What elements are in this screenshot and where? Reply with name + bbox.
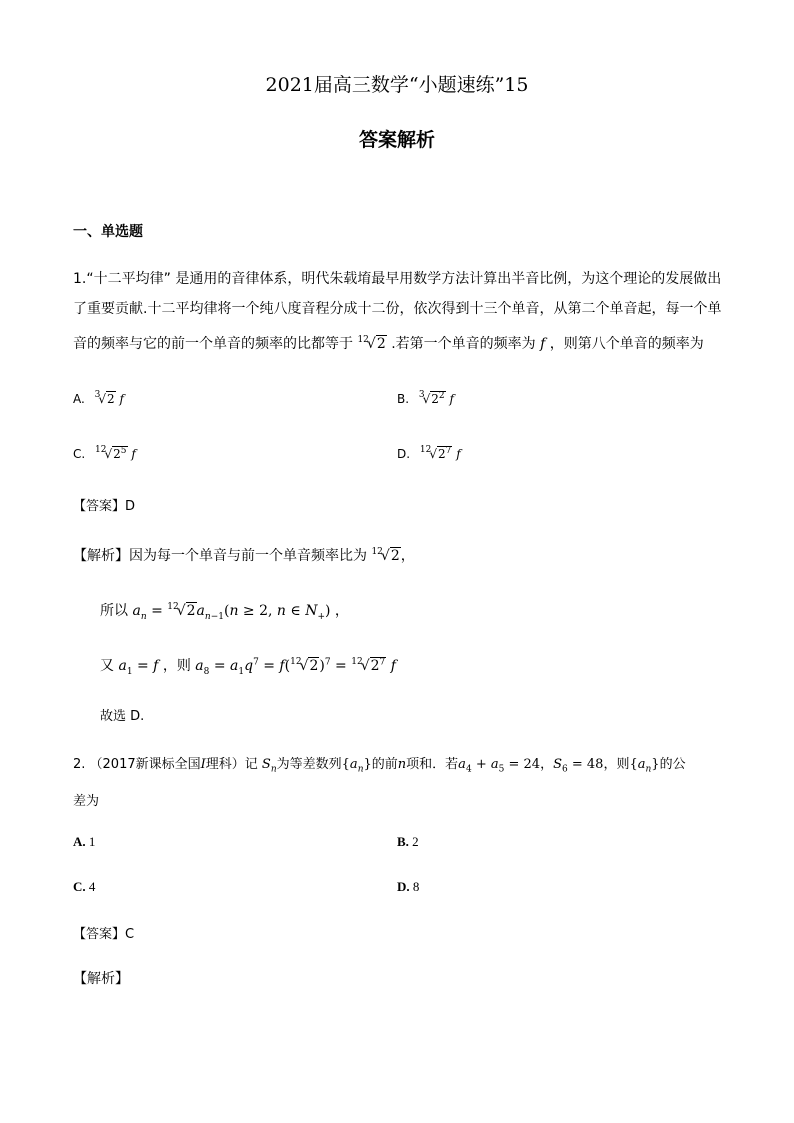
page-subtitle: 答案解析 [358,129,435,151]
q1-answer: 【答案】D [73,499,136,514]
q1-line-3a: 音的频率与它的前一个单音的频率的比都等于 [73,336,353,352]
q1-ratio-radical: $^{12}$√2 [357,335,386,352]
q2-answer: 【答案】C [73,927,135,942]
q1-step-2-formula: $a_8 = a_1q^7 = f(^{12}√2)^7 = ^{12}√2^7$ f [195,657,396,677]
q1-option-d[interactable]: D. $^{12}√2^7$ f [397,445,461,461]
q1-line-1: 1.“十二平均律” 是通用的音律体系，明代朱载堉最早用数学方法计算出半音比例，为这个理论的发展做出 [73,271,722,287]
q1-line-3c: ，则第八个单音的频率为 [549,336,704,352]
q1-var-f: f [540,336,546,352]
q1-step-1-formula: $a_n = ^{12}√2a_{n-1}(n \ge 2$, n ∈ $N_+$) [132,602,331,622]
q2-option-c[interactable]: C. 4 [73,879,96,894]
q1-analysis: 【解析】因为每一个单音与前一个单音频率比为 $^{12}$√2， [73,547,415,564]
q1-step-1: 所以 $a_n = ^{12}√2a_{n-1}(n \ge 2$, n ∈ $N_+$) ， [100,602,349,622]
q1-line-3 [73,333,704,353]
q2-analysis-label: 【解析】 [73,971,129,987]
q2-line-1: 2. （2017新课标全国I理科）记 $S_n$为等差数列$\{a_n\}$的前n项和．若$a_4 + a_5 = 24$，$S_6 = 48$，则$\{a_n\}$的公 [73,757,686,775]
q1-option-c[interactable]: C. $^{12}√2^5$ f [73,445,136,461]
q1-option-b[interactable]: B. $^3√2^2$ f [397,390,454,406]
q1-option-a[interactable]: A. $^3$√2 f [73,390,124,406]
page-title: 2021届高三数学“小题速练”15 [265,74,529,96]
q2-option-a[interactable]: A. 1 [73,834,96,849]
q2-line-2: 差为 [73,794,100,809]
q1-conclusion: 故选 D. [100,709,145,724]
q1-analysis-label: 【解析】 [73,548,129,564]
q2-option-d[interactable]: D. 8 [397,879,420,894]
q2-option-b[interactable]: B. 2 [397,834,419,849]
q1-line-3b: .若第一个单音的频率为 [391,336,536,352]
q1-step-2: 又 $a_1 = f$ ，则 $a_8 = a_1q^7 = f(^{12}√2)^7 = ^{12}√2^7$ f [100,657,396,677]
section-heading: 一、单选题 [73,224,143,240]
q1-analysis-text: 因为每一个单音与前一个单音频率比为 [129,548,367,564]
q1-line-2: 了重要贡献.十二平均律将一个纯八度音程分成十二份，依次得到十三个单音，从第二个单音起，每一个单 [73,301,722,317]
